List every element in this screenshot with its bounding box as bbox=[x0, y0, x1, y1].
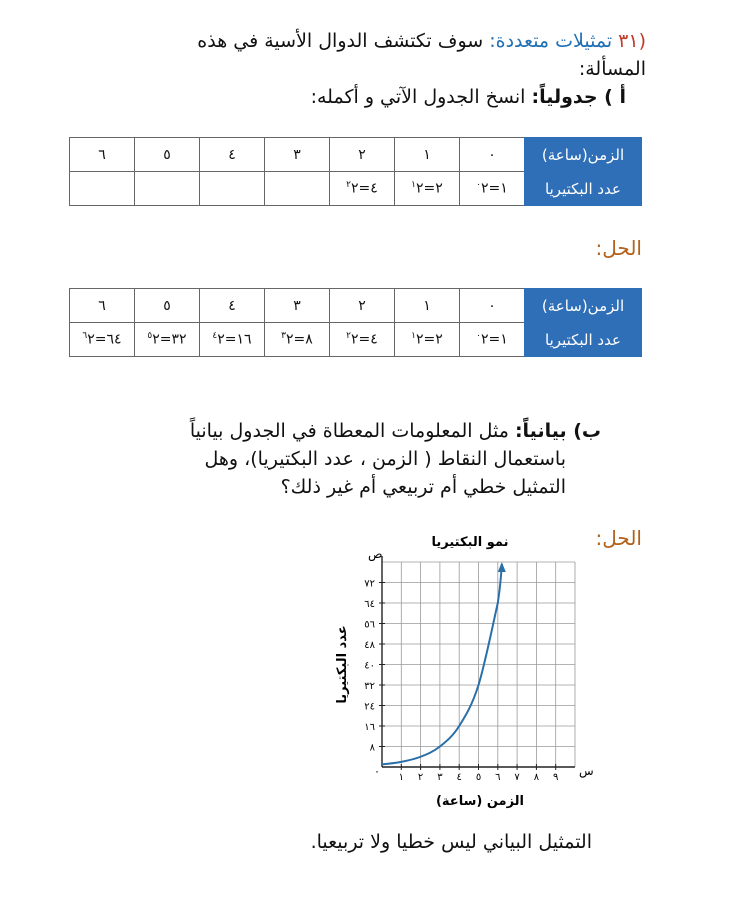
question-text-1: سوف تكتشف الدوال الأسية في هذه bbox=[197, 30, 484, 52]
time-cell: ٤ bbox=[200, 138, 265, 172]
bacteria-cell bbox=[200, 172, 265, 206]
part-b-line-2 bbox=[106, 446, 566, 473]
time-cell: ٣ bbox=[265, 289, 330, 323]
bacteria-value: ٨ bbox=[305, 331, 313, 348]
bacteria-base: ٢ bbox=[152, 331, 160, 348]
y-tick-label: ١٦ bbox=[364, 722, 375, 733]
bacteria-cell: $^٦$٢=٦٤ bbox=[70, 323, 135, 357]
time-cell: ١ bbox=[395, 138, 460, 172]
y-axis-letter: ص bbox=[368, 547, 383, 561]
bacteria-value: ٢ bbox=[435, 180, 443, 197]
chart-grid bbox=[382, 556, 575, 767]
x-tick-label: ٥ bbox=[475, 772, 482, 783]
bacteria-cell: $^١$٢=٢ bbox=[395, 172, 460, 206]
y-tick-label: ٨ bbox=[369, 742, 375, 754]
bacteria-cell: $^٠$٢=١ bbox=[460, 323, 525, 357]
bacteria-base: ٢ bbox=[481, 180, 489, 197]
bacteria-cell: $^٣$٢=٨ bbox=[265, 323, 330, 357]
table-row-time bbox=[70, 138, 642, 172]
time-cell: ٠ bbox=[460, 138, 525, 172]
y-tick-label: ٦٤ bbox=[364, 599, 375, 610]
question-line-1 bbox=[86, 28, 646, 55]
bacteria-value: ٢ bbox=[435, 331, 443, 348]
table-row-bacteria bbox=[70, 323, 642, 357]
row-header-bacteria: عدد البكتيريا bbox=[525, 172, 642, 206]
part-a-label: أ ) جدولياً: bbox=[531, 86, 626, 108]
bacteria-exponent: ٤ bbox=[212, 331, 218, 342]
row-header-time: الزمن(ساعة) bbox=[525, 138, 642, 172]
bacteria-cell: $^١$٢=٢ bbox=[395, 323, 460, 357]
time-cell: ٦ bbox=[70, 289, 135, 323]
y-tick-label: ٤٨ bbox=[364, 640, 375, 651]
bacteria-value: ٣٢ bbox=[171, 331, 187, 348]
bacteria-exponent: ٠ bbox=[476, 331, 482, 342]
time-cell: ٥ bbox=[135, 289, 200, 323]
bacteria-exponent: ٣ bbox=[281, 331, 287, 342]
y-tick-label: ٢٤ bbox=[364, 701, 375, 713]
bacteria-base: ٢ bbox=[351, 180, 359, 197]
x-tick-label: ٢ bbox=[417, 772, 424, 783]
question-line-2 bbox=[86, 56, 646, 83]
solution-label-2: الحل: bbox=[595, 526, 642, 550]
part-b-line-1 bbox=[101, 418, 601, 445]
table-row-time bbox=[70, 289, 642, 323]
bacteria-cell: $^٢$٢=٤ bbox=[330, 323, 395, 357]
bacteria-base: ٢ bbox=[351, 331, 359, 348]
conclusion-text: التمثيل البياني ليس خطيا ولا تربيعيا. bbox=[310, 831, 592, 853]
bacteria-value: ٦٤ bbox=[106, 331, 122, 348]
time-cell: ٣ bbox=[265, 138, 330, 172]
bacteria-base: ٢ bbox=[416, 331, 424, 348]
question-heading: تمثيلات متعددة: bbox=[489, 30, 613, 52]
bacteria-exponent: ٠ bbox=[476, 180, 482, 191]
y-axis-label: عدد البكتيريا bbox=[335, 625, 350, 704]
bacteria-base: ٢ bbox=[87, 331, 95, 348]
bacteria-cell bbox=[135, 172, 200, 206]
bacteria-value: ١ bbox=[500, 180, 508, 197]
part-b-label: ب) بيانياً: bbox=[514, 420, 601, 442]
x-tick-label: ٧ bbox=[514, 772, 520, 783]
bacteria-exponent: ١ bbox=[411, 331, 417, 342]
part-a-line bbox=[86, 84, 626, 111]
bacteria-value: ٤ bbox=[370, 331, 378, 348]
bacteria-value: ١ bbox=[500, 331, 508, 348]
bacteria-cell: $^٢$٢=٤ bbox=[330, 172, 395, 206]
bacteria-growth-chart bbox=[320, 525, 600, 815]
row-header-bacteria: عدد البكتيريا bbox=[525, 323, 642, 357]
bacteria-cell bbox=[265, 172, 330, 206]
x-tick-label: ٣ bbox=[437, 772, 443, 783]
time-cell: ٢ bbox=[330, 289, 395, 323]
solution-label: الحل: bbox=[595, 236, 642, 260]
x-axis-letter: س bbox=[579, 764, 594, 778]
time-cell: ٤ bbox=[200, 289, 265, 323]
bacteria-exponent: ٥ bbox=[147, 331, 153, 342]
chart-title: نمو البكتيريا bbox=[431, 535, 509, 550]
chart-ticks bbox=[364, 579, 558, 784]
x-tick-label: ٦ bbox=[495, 772, 501, 783]
time-cell: ٥ bbox=[135, 138, 200, 172]
x-tick-label: ٩ bbox=[553, 772, 559, 783]
x-tick-label: ١ bbox=[398, 772, 404, 783]
table-row-bacteria bbox=[70, 172, 642, 206]
bacteria-base: ٢ bbox=[286, 331, 294, 348]
table-complete bbox=[69, 288, 642, 357]
part-b-text-3: التمثيل خطي أم تربيعي أم غير ذلك؟ bbox=[280, 476, 566, 498]
part-b-line-3 bbox=[106, 474, 566, 501]
bacteria-exponent: ٦ bbox=[82, 331, 88, 342]
question-text-2: المسألة: bbox=[578, 58, 646, 80]
bacteria-cell: $^٠$٢=١ bbox=[460, 172, 525, 206]
bacteria-cell: $^٥$٢=٣٢ bbox=[135, 323, 200, 357]
bacteria-value: ١٦ bbox=[236, 331, 252, 348]
bacteria-value: ٤ bbox=[370, 180, 378, 197]
x-axis-label: الزمن (ساعة) bbox=[435, 794, 525, 809]
y-tick-label: ٧٢ bbox=[364, 578, 375, 590]
table-incomplete bbox=[69, 137, 642, 206]
time-cell: ١ bbox=[395, 289, 460, 323]
part-b-text-1: مثل المعلومات المعطاة في الجدول بيانياً bbox=[189, 420, 509, 442]
bacteria-cell bbox=[70, 172, 135, 206]
y-tick-label: ٥٦ bbox=[364, 619, 375, 631]
x-tick-label: ٨ bbox=[533, 772, 540, 783]
bacteria-exponent: ٢ bbox=[346, 331, 352, 342]
question-number: (٣١ bbox=[618, 30, 646, 52]
curve-arrowhead bbox=[498, 562, 506, 572]
bacteria-base: ٢ bbox=[416, 180, 424, 197]
bacteria-cell: $^٤$٢=١٦ bbox=[200, 323, 265, 357]
bacteria-base: ٢ bbox=[217, 331, 225, 348]
part-b-text-2: باستعمال النقاط ( الزمن ، عدد البكتيريا)، وهل bbox=[204, 448, 566, 470]
time-cell: ٠ bbox=[460, 289, 525, 323]
bacteria-base: ٢ bbox=[481, 331, 489, 348]
origin-label: ٠ bbox=[374, 765, 380, 778]
bacteria-exponent: ٢ bbox=[346, 180, 352, 191]
x-tick-label: ٤ bbox=[456, 772, 462, 783]
y-tick-label: ٤٠ bbox=[364, 660, 375, 672]
time-cell: ٢ bbox=[330, 138, 395, 172]
row-header-time: الزمن(ساعة) bbox=[525, 289, 642, 323]
y-tick-label: ٣٢ bbox=[364, 681, 375, 692]
part-a-text: انسخ الجدول الآتي و أكمله: bbox=[310, 86, 526, 108]
bacteria-exponent: ١ bbox=[411, 180, 417, 191]
time-cell: ٦ bbox=[70, 138, 135, 172]
